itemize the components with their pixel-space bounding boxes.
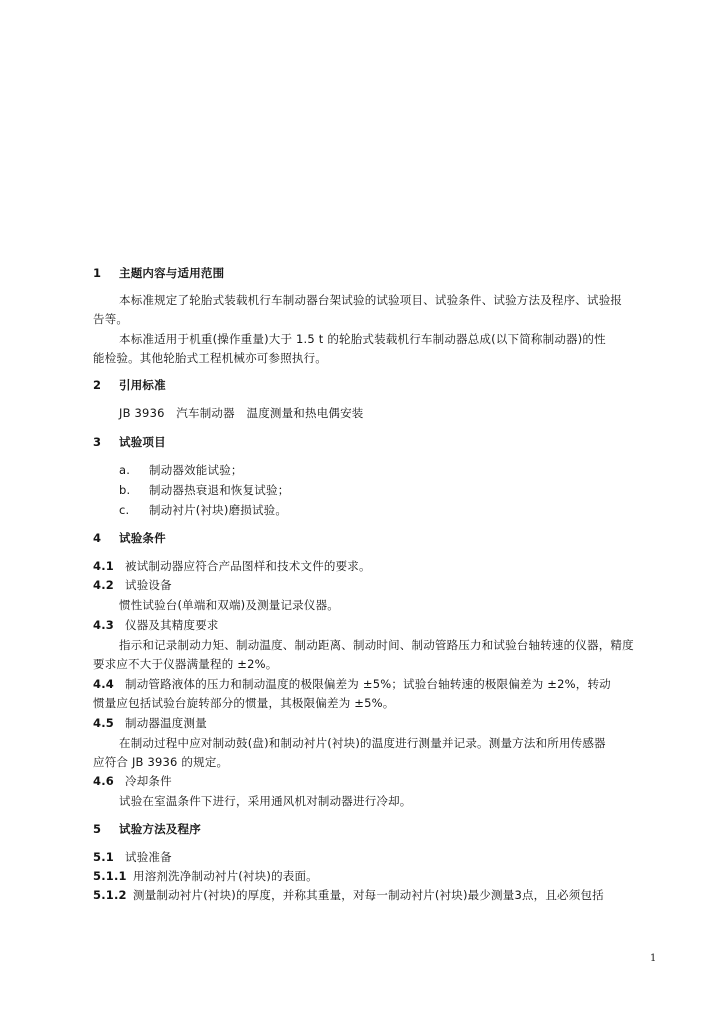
list-item-text: 制动衬片(衬块)磨损试验。 — [149, 503, 288, 517]
subsection-4-1-text: 被试制动器应符合产品图样和技术文件的要求。 — [125, 559, 371, 573]
subsection-4-6-number: 4.6 — [93, 774, 114, 788]
list-item-label: a. — [119, 463, 131, 477]
section-1-title: 主题内容与适用范围 — [119, 266, 225, 280]
subsection-4-4-text-line-2: 惯量应包括试验台旋转部分的惯量，其极限偏差为 ±5%。 — [93, 696, 395, 710]
subsection-5-1-2-number: 5.1.2 — [93, 888, 127, 902]
subsection-4-6-title: 冷却条件 — [125, 774, 172, 788]
subsection-4-2-heading — [93, 577, 172, 593]
subsection-4-2-number: 4.2 — [93, 578, 114, 592]
section-2-number: 2 — [93, 378, 102, 392]
section-3-number: 3 — [93, 435, 102, 449]
subsection-4-4-number: 4.4 — [93, 677, 114, 691]
section-5-heading — [93, 821, 201, 837]
subsection-4-6-body: 试验在室温条件下进行，采用通风机对制动器进行冷却。 — [119, 794, 412, 808]
subsection-4-3-title: 仪器及其精度要求 — [125, 618, 219, 632]
subsection-5-1-2-text: 测量制动衬片(衬块)的厚度，并称其重量，对每一制动衬片(衬块)最少测量3点，且必须包括 — [133, 888, 604, 902]
subsection-4-3-body-line-1: 指示和记录制动力矩、制动温度、制动距离、制动时间、制动管路压力和试验台轴转速的仪器，精度 — [119, 638, 634, 652]
subsection-4-6-heading — [93, 773, 172, 789]
subsection-4-5-number: 4.5 — [93, 716, 114, 730]
list-item — [119, 482, 289, 498]
section-2-title: 引用标准 — [119, 378, 166, 392]
subsection-4-5-heading — [93, 715, 207, 731]
subsection-5-1-1-number: 5.1.1 — [93, 869, 127, 883]
subsection-4-4 — [93, 676, 611, 692]
section-1-number: 1 — [93, 266, 102, 280]
subsection-4-5-body-line-1: 在制动过程中应对制动鼓(盘)和制动衬片(衬块)的温度进行测量并记录。测量方法和所用传感器 — [119, 736, 606, 750]
section-2-heading — [93, 377, 166, 393]
subsection-4-1-number: 4.1 — [93, 559, 114, 573]
subsection-4-3-body-line-2: 要求应不大于仪器满量程的 ±2%。 — [93, 657, 278, 671]
list-item — [119, 502, 287, 518]
subsection-5-1-1-text: 用溶剂洗净制动衬片(衬块)的表面。 — [133, 869, 318, 883]
page-number: 1 — [650, 953, 657, 964]
section-2-reference: JB 3936 汽车制动器 温度测量和热电偶安装 — [119, 406, 364, 420]
subsection-5-1-number: 5.1 — [93, 850, 114, 864]
list-item-text: 制动器效能试验； — [149, 463, 243, 477]
subsection-5-1-heading — [93, 849, 172, 865]
list-item-label: c. — [119, 503, 130, 517]
section-3-heading — [93, 434, 166, 450]
subsection-4-5-body-line-2: 应符合 JB 3936 的规定。 — [93, 755, 229, 769]
section-4-heading — [93, 530, 166, 546]
subsection-4-1 — [93, 558, 371, 574]
subsection-4-5-title: 制动器温度测量 — [125, 716, 207, 730]
section-1-paragraph-1-line-1: 本标准规定了轮胎式装载机行车制动器台架试验的试验项目、试验条件、试验方法及程序、试验报 — [119, 293, 623, 307]
section-3-title: 试验项目 — [119, 435, 166, 449]
section-1-paragraph-1-line-2: 告等。 — [93, 312, 129, 326]
section-1-paragraph-2-line-1: 本标准适用于机重(操作重量)大于 1.5 t 的轮胎式装载机行车制动器总成(以下简称制动器)的性 — [119, 332, 606, 346]
subsection-4-4-text-line-1: 制动管路液体的压力和制动温度的极限偏差为 ±5%；试验台轴转速的极限偏差为 ±2%，转动 — [125, 677, 611, 691]
section-1-paragraph-2-line-2: 能检验。其他轮胎式工程机械亦可参照执行。 — [93, 351, 327, 365]
list-item-text: 制动器热衰退和恢复试验； — [149, 483, 290, 497]
subsection-5-1-title: 试验准备 — [125, 850, 172, 864]
section-5-number: 5 — [93, 822, 102, 836]
subsection-4-2-title: 试验设备 — [125, 578, 172, 592]
subsection-5-1-1 — [93, 868, 318, 884]
section-4-number: 4 — [93, 531, 102, 545]
subsection-4-2-body: 惯性试验台(单端和双端)及测量记录仪器。 — [119, 598, 339, 612]
subsection-4-3-number: 4.3 — [93, 618, 114, 632]
list-item-label: b. — [119, 483, 131, 497]
subsection-5-1-2 — [93, 887, 604, 903]
section-1-heading — [93, 265, 224, 281]
subsection-4-3-heading — [93, 617, 219, 633]
section-5-title: 试验方法及程序 — [119, 822, 201, 836]
list-item — [119, 462, 243, 478]
section-4-title: 试验条件 — [119, 531, 166, 545]
